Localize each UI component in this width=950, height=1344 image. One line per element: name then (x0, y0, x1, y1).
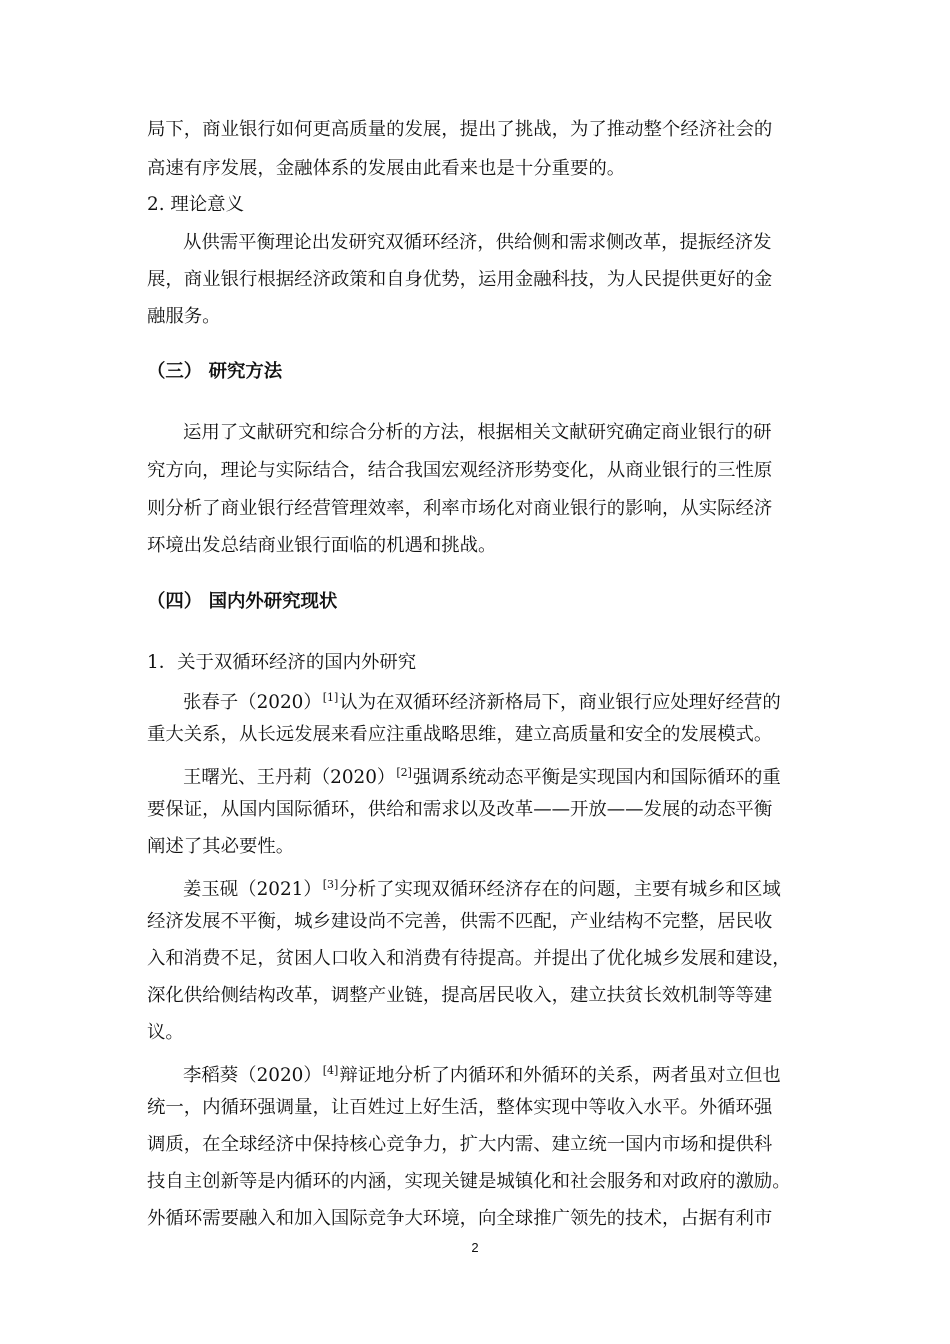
reference-paragraph-4 (183, 1059, 781, 1088)
citation-author: 张春子（2020） (183, 692, 322, 713)
reference-paragraph-1 (183, 686, 781, 715)
body-text-line: 则分析了商业银行经营管理效率，利率市场化对商业银行的影响，从实际经济 (147, 498, 773, 519)
citation-author: 王曙光、王丹莉（2020） (183, 767, 396, 788)
subsection-heading-theory: 2. 理论意义 (147, 194, 244, 215)
body-text-line: 融服务。 (147, 306, 221, 327)
body-text-line: 局下，商业银行如何更高质量的发展，提出了挑战，为了推动整个经济社会的 (147, 119, 773, 140)
body-text-line: 统一，内循环强调量，让百姓过上好生活，整体实现中等收入水平。外循环强 (147, 1097, 773, 1118)
page-number: 2 (471, 1240, 479, 1255)
body-text-line: 重大关系，从长远发展来看应注重战略思维，建立高质量和安全的发展模式。 (147, 724, 773, 745)
body-text-line: 究方向，理论与实际结合，结合我国宏观经济形势变化，从商业银行的三性原 (147, 460, 773, 481)
body-text-line: 经济发展不平衡，城乡建设尚不完善，供需不匹配，产业结构不完整，居民收 (147, 911, 773, 932)
citation-marker[interactable]: [1] (322, 691, 339, 704)
section-heading-methods: （三） 研究方法 (147, 361, 283, 382)
citation-marker[interactable]: [4] (322, 1064, 339, 1077)
body-text-line: 从供需平衡理论出发研究双循环经济，供给侧和需求侧改革，提振经济发 (183, 232, 772, 253)
body-text-line: 环境出发总结商业银行面临的机遇和挑战。 (147, 535, 497, 556)
reference-paragraph-3 (183, 873, 781, 902)
body-text-line: 调质，在全球经济中保持核心竞争力，扩大内需、建立统一国内市场和提供科 (147, 1134, 773, 1155)
body-text-line: 技自主创新等是内循环的内涵，实现关键是城镇化和社会服务和对政府的激励。 (147, 1171, 791, 1192)
body-text: 辩证地分析了内循环和外循环的关系，两者虽对立但也 (339, 1065, 781, 1086)
body-text-line: 深化供给侧结构改革，调整产业链，提高居民收入，建立扶贫长效机制等等建 (147, 985, 773, 1006)
body-text-line: 外循环需要融入和加入国际竞争大环境，向全球推广领先的技术，占据有利市 (147, 1208, 773, 1229)
body-text-line: 要保证，从国内国际循环，供给和需求以及改革——开放——发展的动态平衡 (147, 799, 773, 820)
citation-author: 李稻葵（2020） (183, 1065, 322, 1086)
body-text-line: 入和消费不足，贫困人口收入和消费有待提高。并提出了优化城乡发展和建设， (147, 948, 791, 969)
body-text: 分析了实现双循环经济存在的问题，主要有城乡和区域 (339, 879, 781, 900)
body-text-line: 议。 (147, 1022, 184, 1043)
citation-marker[interactable]: [2] (396, 766, 412, 779)
body-text-line: 阐述了其必要性。 (147, 836, 295, 857)
body-text: 强调系统动态平衡是实现国内和国际循环的重 (412, 767, 781, 788)
body-text-line: 高速有序发展，金融体系的发展由此看来也是十分重要的。 (147, 158, 626, 179)
section-heading-literature: （四） 国内外研究现状 (147, 591, 338, 612)
body-text-line: 运用了文献研究和综合分析的方法，根据相关文献研究确定商业银行的研 (183, 422, 772, 443)
subsection-heading-dual-circulation: 1．关于双循环经济的国内外研究 (147, 652, 417, 673)
body-text-line: 展，商业银行根据经济政策和自身优势，运用金融科技，为人民提供更好的金 (147, 269, 773, 290)
body-text: 认为在双循环经济新格局下，商业银行应处理好经营的 (339, 692, 781, 713)
citation-marker[interactable]: [3] (322, 878, 339, 891)
reference-paragraph-2 (183, 761, 781, 790)
citation-author: 姜玉砚（2021） (183, 879, 322, 900)
